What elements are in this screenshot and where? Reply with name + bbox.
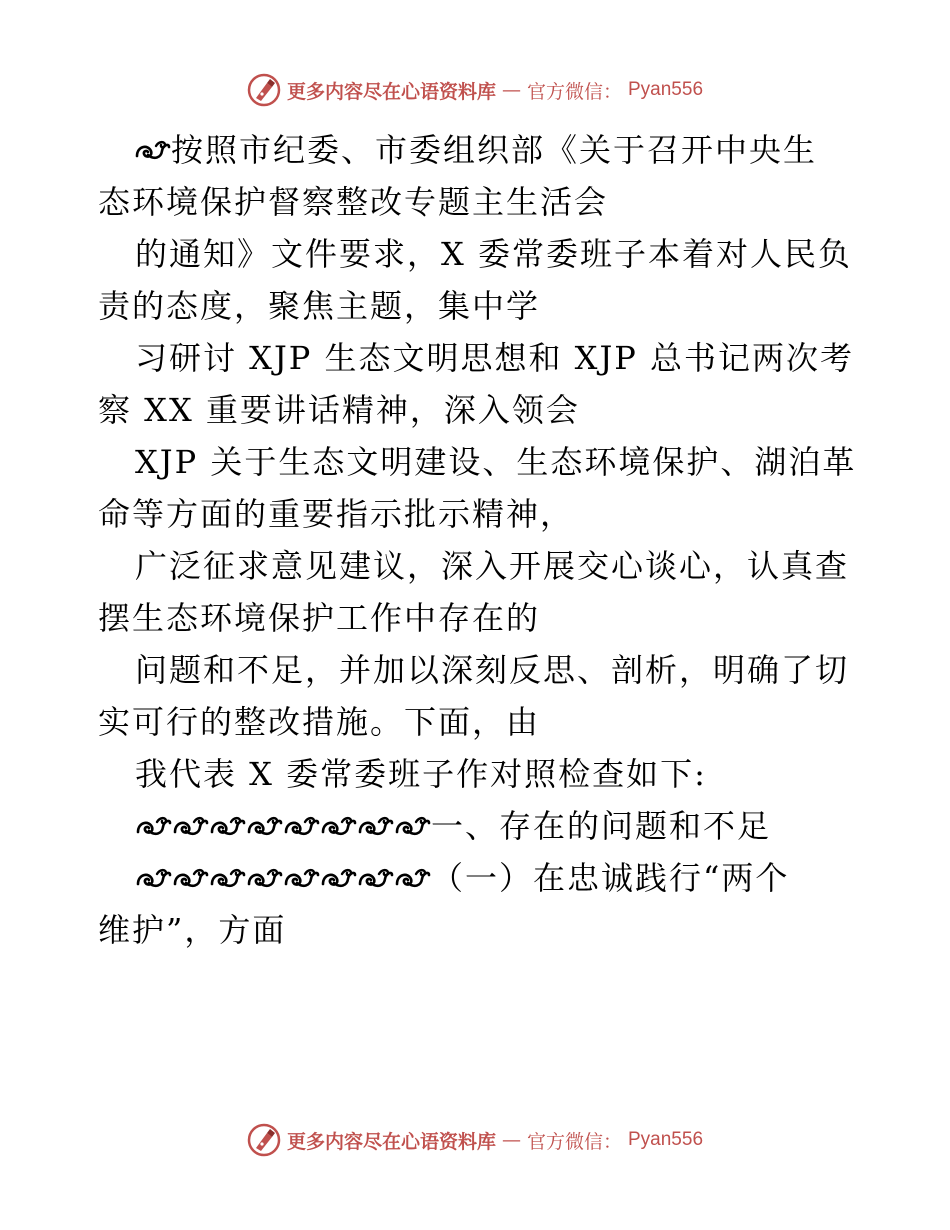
floral-fleuron-icon (134, 138, 171, 164)
floral-fleuron-icon (209, 866, 246, 892)
paragraph-line: 维护”，方面 (98, 911, 287, 949)
paragraph-line: 命等方面的重要指示批示精神， (98, 495, 575, 533)
paragraph-line: 摆生态环境保护工作中存在的 (98, 599, 541, 637)
banner-wechat-id: Pyan556 (628, 79, 704, 100)
fleuron-row (135, 852, 431, 904)
section-heading-line (98, 800, 858, 852)
floral-fleuron-icon (394, 814, 431, 840)
floral-fleuron-icon (135, 814, 172, 840)
paragraph-line: XJP 关于生态文明建设、生态环境保护、湖泊革 (135, 443, 857, 481)
banner-title: 更多内容尽在心语资料库 (286, 1130, 496, 1153)
subsection-heading-text: （一）在忠诚践行“两个 (431, 859, 790, 897)
floral-fleuron-icon (246, 866, 283, 892)
floral-fleuron-icon (172, 866, 209, 892)
pen-nib-logo-icon (247, 73, 281, 107)
floral-fleuron-icon (135, 866, 172, 892)
pen-nib-logo-icon (247, 1123, 281, 1157)
paragraph-line: 问题和不足，并加以深刻反思、剖析，明确了切 (135, 651, 850, 689)
fleuron-row (135, 800, 431, 852)
banner-title: 更多内容尽在心语资料库 (286, 80, 496, 103)
floral-fleuron-icon (320, 866, 357, 892)
floral-fleuron-icon (209, 814, 246, 840)
footer-banner (0, 1120, 950, 1160)
paragraph-line: 实可行的整改措施。下面，由 (98, 703, 541, 741)
paragraph-line: 习研讨 XJP 生态文明思想和 XJP 总书记两次考 (135, 339, 854, 377)
banner-separator: — (501, 79, 521, 101)
banner-separator: — (501, 1129, 521, 1151)
section-heading-text: 一、存在的问题和不足 (431, 807, 772, 845)
floral-fleuron-icon (394, 866, 431, 892)
paragraph-line: 的通知》文件要求，X 委常委班子本着对人民负 (135, 235, 852, 273)
floral-fleuron-icon (357, 814, 394, 840)
paragraph-line: 我代表 X 委常委班子作对照检查如下: (135, 755, 707, 793)
paragraph-line: 态环境保护督察整改专题主生活会 (98, 183, 609, 221)
floral-fleuron-icon (283, 814, 320, 840)
banner-wechat-id: Pyan556 (628, 1129, 704, 1150)
header-banner (0, 70, 950, 110)
floral-fleuron-icon (320, 814, 357, 840)
floral-fleuron-icon (246, 814, 283, 840)
subsection-heading-line (98, 852, 858, 904)
banner-wechat-label: 官方微信： (526, 80, 622, 103)
floral-fleuron-icon (357, 866, 394, 892)
floral-fleuron-icon (172, 814, 209, 840)
paragraph-line: 责的态度，聚焦主题，集中学 (98, 287, 541, 325)
document-body (98, 124, 858, 956)
banner-wechat-label: 官方微信： (526, 1130, 622, 1153)
paragraph-line: 广泛征求意见建议，深入开展交心谈心，认真查 (135, 547, 850, 585)
paragraph-line: 按照市纪委、市委组织部《关于召开中央生 (98, 124, 858, 176)
paragraph-line: 察 XX 重要讲话精神，深入领会 (98, 391, 580, 429)
floral-fleuron-icon (283, 866, 320, 892)
